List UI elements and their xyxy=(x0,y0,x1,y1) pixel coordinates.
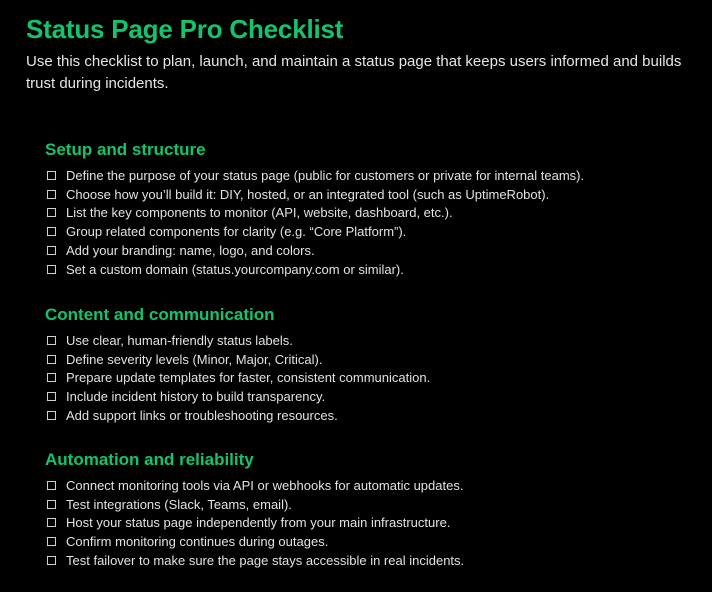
checkbox-icon[interactable] xyxy=(47,227,56,236)
checklist-item xyxy=(45,331,430,350)
checklist-item xyxy=(45,350,430,369)
checklist-item xyxy=(45,551,464,570)
checklist-item xyxy=(45,406,430,425)
checkbox-icon[interactable] xyxy=(47,171,56,180)
checkbox-icon[interactable] xyxy=(47,208,56,217)
section-heading: Content and communication xyxy=(45,305,275,324)
checklist-item-label: Choose how you’ll build it: DIY, hosted, or an integrated tool (such as UptimeRobot). xyxy=(66,186,550,202)
checkbox-icon[interactable] xyxy=(47,481,56,490)
checklist xyxy=(45,166,584,279)
checklist-item-label: Include incident history to build transparency. xyxy=(66,389,326,405)
checkbox-icon[interactable] xyxy=(47,246,56,255)
checklist-item-label: Define severity levels (Minor, Major, Critical). xyxy=(66,351,323,367)
checklist-section xyxy=(45,449,464,570)
checklist-item xyxy=(45,166,584,185)
checklist-item-label: Add support links or troubleshooting resources. xyxy=(66,408,338,424)
checklist-item-label: Confirm monitoring continues during outages. xyxy=(66,534,329,550)
checklist-item-label: Prepare update templates for faster, consistent communication. xyxy=(66,370,431,386)
checklist-item-label: Use clear, human-friendly status labels. xyxy=(66,332,293,348)
checklist xyxy=(45,476,464,570)
checklist-item-label: Group related components for clarity (e.g. “Core Platform”). xyxy=(66,224,407,240)
checkbox-icon[interactable] xyxy=(47,411,56,420)
checkbox-icon[interactable] xyxy=(47,336,56,345)
checkbox-icon[interactable] xyxy=(47,355,56,364)
checklist-item xyxy=(45,387,430,406)
checklist-item xyxy=(45,204,584,223)
checklist-item-label: Add your branding: name, logo, and colors. xyxy=(66,243,315,259)
checkbox-icon[interactable] xyxy=(47,265,56,274)
page-title: Status Page Pro Checklist xyxy=(26,14,344,44)
checklist-item-label: Test integrations (Slack, Teams, email). xyxy=(66,496,292,512)
checklist-item-label: Set a custom domain (status.yourcompany.com or similar). xyxy=(66,261,404,277)
checkbox-icon[interactable] xyxy=(47,556,56,565)
checklist-item xyxy=(45,185,584,204)
checklist-section xyxy=(45,304,430,425)
checklist xyxy=(45,331,430,425)
checkbox-icon[interactable] xyxy=(47,500,56,509)
checkbox-icon[interactable] xyxy=(47,537,56,546)
checklist-item-label: Host your status page independently from your main infrastructure. xyxy=(66,515,451,531)
checkbox-icon[interactable] xyxy=(47,392,56,401)
checklist-item xyxy=(45,532,464,551)
checklist-section xyxy=(45,139,584,279)
checklist-item xyxy=(45,369,430,388)
checklist-item-label: Connect monitoring tools via API or webhooks for automatic updates. xyxy=(66,477,464,493)
checkbox-icon[interactable] xyxy=(47,373,56,382)
checkbox-icon[interactable] xyxy=(47,518,56,527)
checklist-item-label: List the key components to monitor (API, website, dashboard, etc.). xyxy=(66,205,453,221)
checklist-item xyxy=(45,514,464,533)
section-heading: Automation and reliability xyxy=(45,450,254,469)
checklist-item xyxy=(45,495,464,514)
section-heading: Setup and structure xyxy=(45,140,206,159)
checklist-item xyxy=(45,476,464,495)
checklist-item xyxy=(45,241,584,260)
checklist-item-label: Define the purpose of your status page (public for customers or private for internal teams). xyxy=(66,167,585,183)
checklist-item xyxy=(45,222,584,241)
checklist-item xyxy=(45,260,584,279)
checkbox-icon[interactable] xyxy=(47,190,56,199)
intro-text: Use this checklist to plan, launch, and maintain a status page that keeps users informed and builds trust during incidents. xyxy=(26,53,682,92)
checklist-item-label: Test failover to make sure the page stays accessible in real incidents. xyxy=(66,553,465,569)
